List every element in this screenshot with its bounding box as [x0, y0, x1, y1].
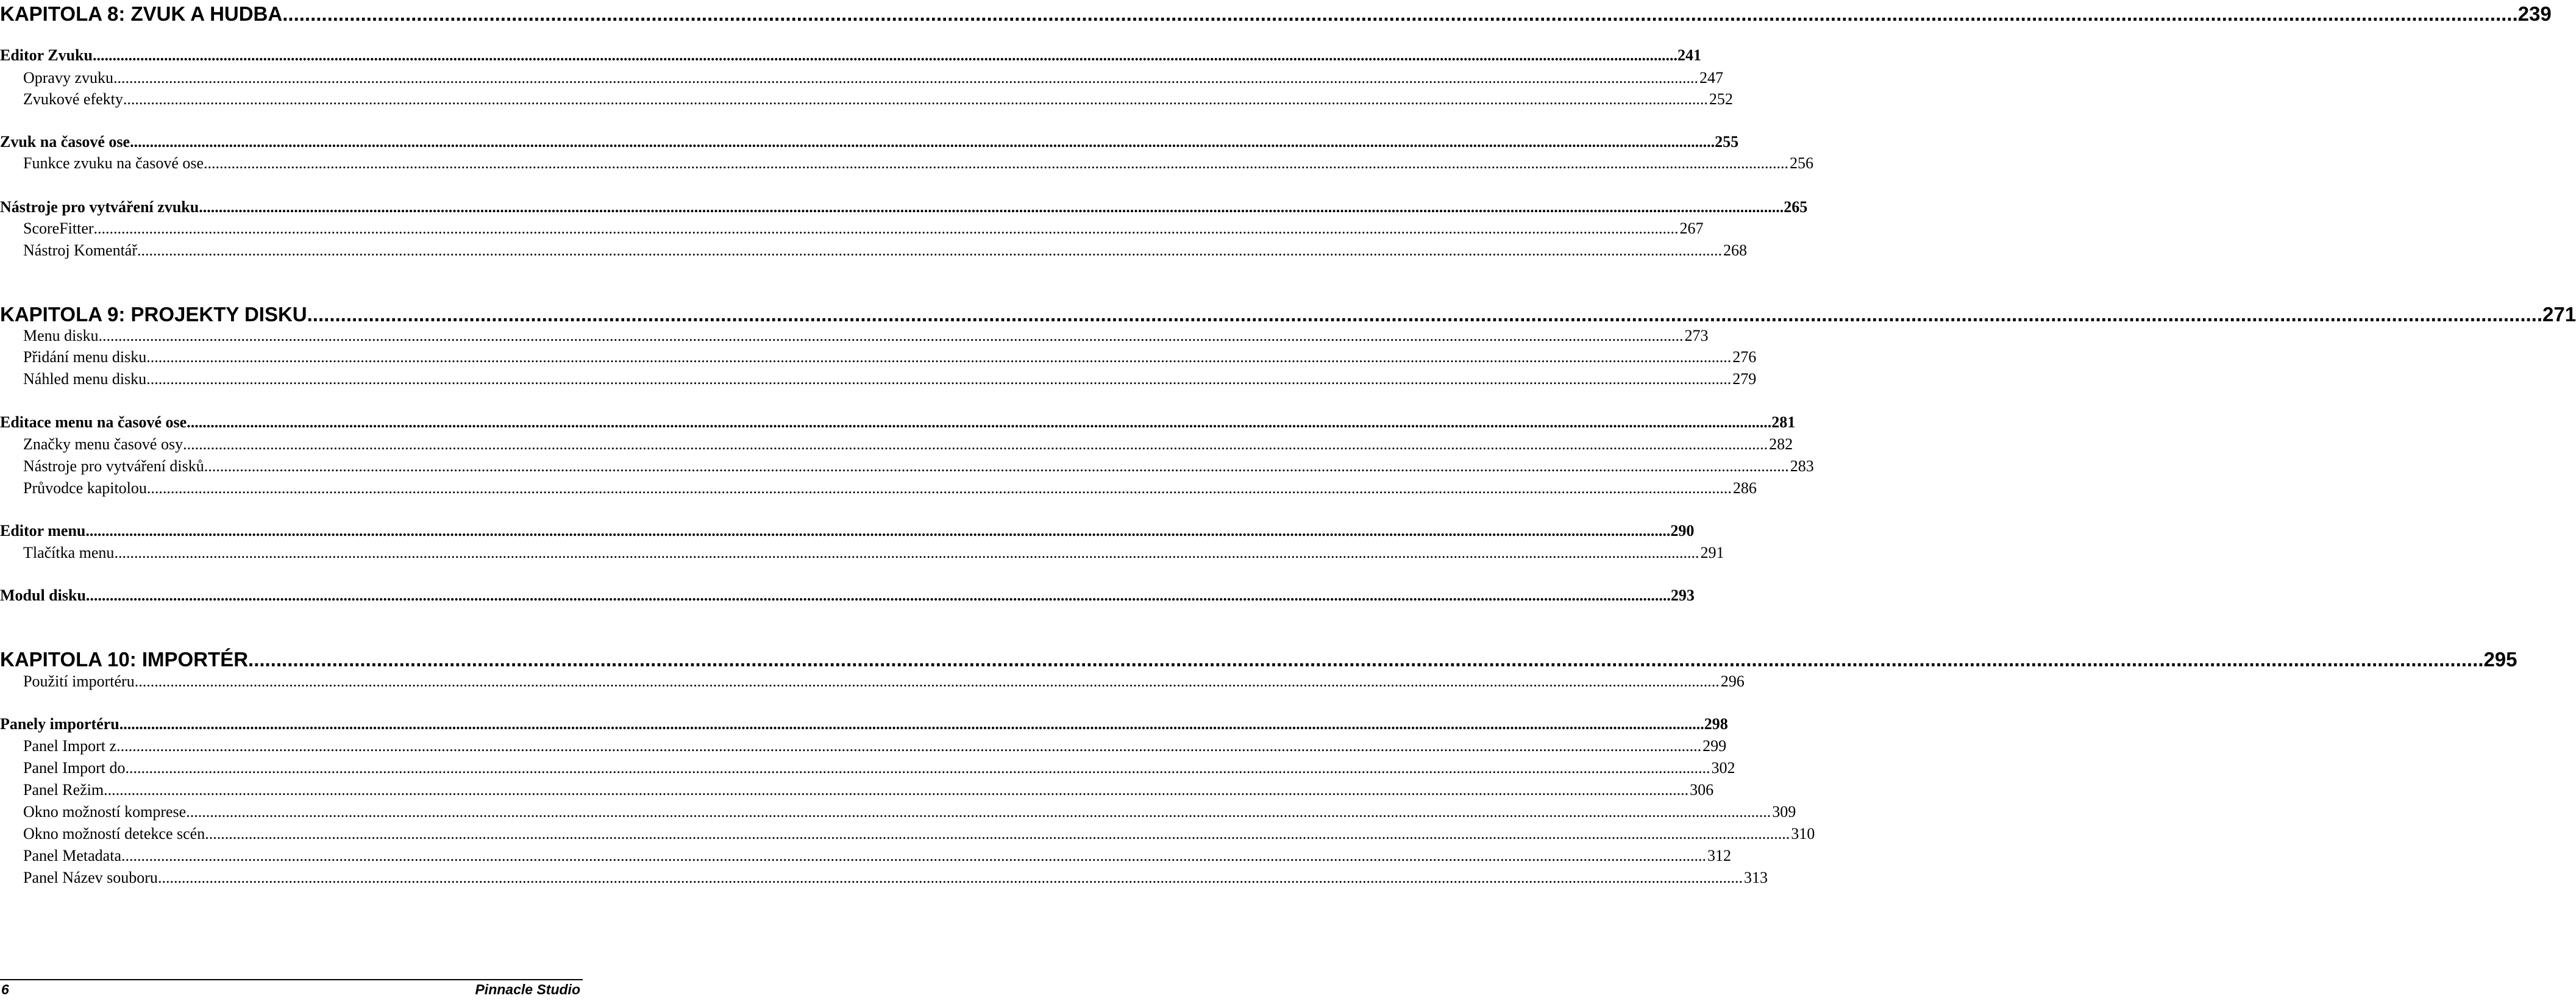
toc-entry-title: Okno možností komprese	[23, 803, 187, 821]
toc-entry-page-number: 290	[1670, 522, 1695, 540]
toc-entry-sub[interactable]	[0, 327, 1709, 347]
toc-dot-leader: ................................................................................................................................................................................................................................................................................................................................................................................................................	[199, 198, 1784, 216]
footer-divider	[0, 979, 583, 980]
toc-dot-leader: ................................................................................................................................................................................................................................................................................................................................................................................................................	[114, 544, 1699, 561]
toc-dot-leader: ................................................................................................................................................................................................................................................................................................................................................................................................................	[121, 847, 1706, 864]
toc-entry-title: Přidání menu disku	[23, 348, 147, 366]
toc-entry-page-number: 296	[1720, 672, 1745, 690]
toc-dot-leader: ................................................................................................................................................................................................................................................................................................................................................................................................................	[204, 457, 1789, 475]
toc-dot-leader: ................................................................................................................................................................................................................................................................................................................................................................................................................	[125, 759, 1710, 777]
toc-entry-sub[interactable]	[0, 457, 1814, 478]
toc-entry-page-number: 283	[1790, 457, 1814, 475]
toc-entry-sub[interactable]	[0, 781, 1714, 802]
toc-entry-section[interactable]	[0, 413, 1796, 434]
toc-entry-page-number: 310	[1791, 825, 1815, 842]
toc-entry-title: Nástroje pro vytváření zvuku	[0, 198, 199, 216]
toc-entry-title: Použití importéru	[23, 672, 135, 690]
toc-entry-sub[interactable]	[0, 348, 1757, 369]
toc-entry-sub[interactable]	[0, 219, 1704, 240]
toc-dot-leader: ................................................................................................................................................................................................................................................................................................................................................................................................................	[204, 154, 1789, 172]
toc-dot-leader: ................................................................................................................................................................................................................................................................................................................................................................................................................	[157, 869, 1743, 886]
toc-dot-leader: ................................................................................................................................................................................................................................................................................................................................................................................................................	[98, 327, 1684, 344]
toc-entry-page-number: 312	[1707, 847, 1731, 864]
toc-dot-leader: ................................................................................................................................................................................................................................................................................................................................................................................................................	[93, 219, 1679, 237]
toc-entry-page-number: 281	[1771, 413, 1796, 431]
toc-entry-page-number: 268	[1723, 241, 1748, 259]
toc-entry-page-number: 252	[1709, 90, 1733, 108]
toc-entry-title: Modul disku	[0, 586, 86, 604]
toc-entry-section[interactable]	[0, 46, 1701, 67]
footer-page-number: 6	[1, 981, 9, 997]
toc-entry-page-number: 313	[1743, 869, 1768, 886]
toc-entry-page-number: 291	[1700, 544, 1724, 561]
footer-product-name: Pinnacle Studio	[475, 981, 580, 997]
toc-entry-chapter[interactable]	[0, 2, 2552, 28]
toc-entry-page-number: 271	[2542, 303, 2576, 326]
toc-dot-leader: ................................................................................................................................................................................................................................................................................................................................................................................................................	[186, 803, 1771, 821]
toc-dot-leader: ................................................................................................................................................................................................................................................................................................................................................................................................................	[146, 479, 1732, 497]
toc-entry-page-number: 302	[1711, 759, 1735, 777]
toc-entry-section[interactable]	[0, 522, 1695, 543]
toc-entry-chapter[interactable]	[0, 303, 2576, 329]
toc-dot-leader: ................................................................................................................................................................................................................................................................................................................................................................................................................	[104, 781, 1689, 799]
toc-entry-page-number: 306	[1690, 781, 1714, 799]
toc-entry-sub[interactable]	[0, 803, 1796, 824]
toc-entry-title: Tlačítka menu	[23, 544, 115, 561]
toc-entry-title: Panely importéru	[0, 715, 119, 733]
toc-entry-sub[interactable]	[0, 672, 1745, 693]
toc-entry-title: Funkce zvuku na časové ose	[23, 154, 204, 172]
toc-entry-page-number: 267	[1679, 219, 1704, 237]
toc-dot-leader: ................................................................................................................................................................................................................................................................................................................................................................................................................	[130, 133, 1715, 151]
toc-entry-sub[interactable]	[0, 90, 1733, 111]
toc-entry-sub[interactable]	[0, 759, 1735, 780]
toc-entry-page-number: 309	[1772, 803, 1796, 821]
toc-dot-leader: ................................................................................................................................................................................................................................................................................................................................................................................................................	[146, 370, 1732, 388]
toc-dot-leader: ................................................................................................................................................................................................................................................................................................................................................................................................................	[113, 69, 1699, 87]
toc-entry-title: Menu disku	[23, 327, 99, 344]
toc-entry-sub[interactable]	[0, 869, 1768, 889]
toc-dot-leader: ................................................................................................................................................................................................................................................................................................................................................................................................................	[119, 715, 1704, 733]
toc-entry-page-number: 247	[1699, 69, 1724, 87]
toc-entry-sub[interactable]	[0, 370, 1757, 391]
toc-entry-title: Zvuk na časové ose	[0, 133, 130, 151]
toc-entry-title: Editace menu na časové ose	[0, 413, 187, 431]
toc-entry-section[interactable]	[0, 198, 1808, 219]
toc-entry-title: Panel Název souboru	[23, 869, 158, 886]
toc-entry-title: Editor menu	[0, 522, 86, 540]
toc-entry-page-number: 298	[1704, 715, 1728, 733]
toc-entry-title: Nástroje pro vytváření disků	[23, 457, 204, 475]
toc-entry-page-number: 295	[2483, 648, 2517, 671]
toc-entry-sub[interactable]	[0, 154, 1814, 175]
toc-dot-leader: ................................................................................................................................................................................................................................................................................................................................................................................................................	[85, 586, 1671, 604]
toc-entry-title: Okno možností detekce scén	[23, 825, 205, 842]
toc-entry-sub[interactable]	[0, 825, 1815, 846]
toc-entry-sub[interactable]	[0, 737, 1727, 758]
toc-entry-page-number: 265	[1784, 198, 1808, 216]
toc-dot-leader: ................................................................................................................................................................................................................................................................................................................................................................................................................	[137, 241, 1723, 259]
toc-dot-leader: ................................................................................................................................................................................................................................................................................................................................................................................................................	[146, 348, 1732, 366]
toc-entry-sub[interactable]	[0, 69, 1724, 90]
toc-entry-title: Opravy zvuku	[23, 69, 114, 87]
toc-entry-page-number: 279	[1732, 370, 1757, 388]
toc-entry-page-number: 256	[1790, 154, 1814, 172]
toc-entry-title: Panel Režim	[23, 781, 104, 799]
toc-dot-leader: ................................................................................................................................................................................................................................................................................................................................................................................................................	[282, 2, 2518, 25]
toc-entry-page-number: 273	[1684, 327, 1709, 344]
toc-dot-leader: ................................................................................................................................................................................................................................................................................................................................................................................................................	[92, 46, 1678, 64]
toc-dot-leader: ................................................................................................................................................................................................................................................................................................................................................................................................................	[134, 672, 1720, 690]
toc-dot-leader: ................................................................................................................................................................................................................................................................................................................................................................................................................	[116, 737, 1702, 755]
toc-entry-title: Značky menu časové osy	[23, 435, 183, 453]
toc-entry-title: KAPITOLA 10: IMPORTÉR	[0, 648, 249, 671]
toc-entry-page-number: 293	[1670, 586, 1695, 604]
toc-entry-title: Nástroj Komentář	[23, 241, 138, 259]
toc-entry-sub[interactable]	[0, 241, 1748, 262]
toc-entry-sub[interactable]	[0, 847, 1731, 867]
toc-dot-leader: ................................................................................................................................................................................................................................................................................................................................................................................................................	[183, 435, 1768, 453]
toc-entry-title: KAPITOLA 9: PROJEKTY DISKU	[0, 303, 307, 326]
toc-entry-title: Průvodce kapitolou	[23, 479, 147, 497]
toc-entry-page-number: 299	[1703, 737, 1727, 755]
toc-entry-page-number: 255	[1715, 133, 1739, 151]
toc-entry-title: Zvukové efekty	[23, 90, 123, 108]
toc-entry-page-number: 276	[1732, 348, 1757, 366]
toc-entry-sub[interactable]	[0, 544, 1724, 565]
toc-entry-chapter[interactable]	[0, 648, 2517, 674]
toc-dot-leader: ................................................................................................................................................................................................................................................................................................................................................................................................................	[123, 90, 1708, 108]
toc-entry-section[interactable]	[0, 715, 1728, 736]
toc-dot-leader: ................................................................................................................................................................................................................................................................................................................................................................................................................	[85, 522, 1671, 540]
toc-dot-leader: ................................................................................................................................................................................................................................................................................................................................................................................................................	[187, 413, 1772, 431]
toc-entry-title: KAPITOLA 8: ZVUK A HUDBA	[0, 2, 283, 25]
toc-entry-page-number: 241	[1677, 46, 1701, 64]
toc-dot-leader: ................................................................................................................................................................................................................................................................................................................................................................................................................	[248, 648, 2484, 671]
toc-entry-title: Panel Import z	[23, 737, 117, 755]
toc-entry-title: ScoreFitter	[23, 219, 94, 237]
toc-entry-page-number: 286	[1732, 479, 1757, 497]
toc-entry-sub[interactable]	[0, 435, 1793, 456]
toc-entry-title: Náhled menu disku	[23, 370, 147, 388]
toc-dot-leader: ................................................................................................................................................................................................................................................................................................................................................................................................................	[307, 303, 2543, 326]
toc-entry-title: Editor Zvuku	[0, 46, 93, 64]
toc-entry-sub[interactable]	[0, 479, 1757, 500]
toc-entry-section[interactable]	[0, 133, 1739, 154]
toc-entry-title: Panel Import do	[23, 759, 126, 777]
toc-entry-section[interactable]	[0, 586, 1695, 607]
toc-dot-leader: ................................................................................................................................................................................................................................................................................................................................................................................................................	[205, 825, 1790, 842]
toc-entry-title: Panel Metadata	[23, 847, 121, 864]
toc-entry-page-number: 282	[1769, 435, 1793, 453]
toc-entry-page-number: 239	[2517, 2, 2552, 25]
